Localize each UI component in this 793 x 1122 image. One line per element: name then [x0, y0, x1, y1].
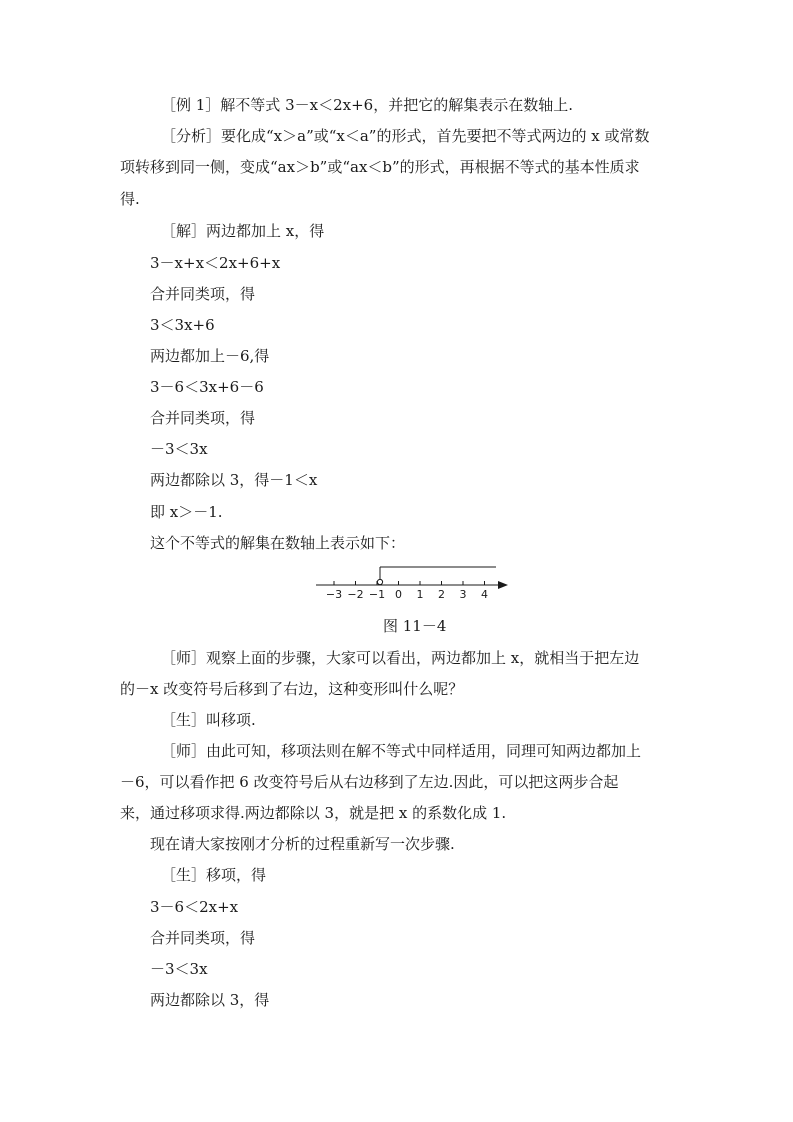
- analysis-line-1: ［分析］要化成“x＞a”或“x＜a”的形式，首先要把不等式两边的 x 或常数: [161, 127, 650, 145]
- step-equation: 3－6＜3x+6－6: [150, 378, 264, 396]
- solution-intro: ［解］两边都加上 x，得: [161, 222, 325, 240]
- teacher-line-2: 的－x 改变符号后移到了右边，这种变形叫什么呢？: [120, 680, 464, 698]
- step-equation: 3－x+x＜2x+6+x: [150, 254, 281, 272]
- analysis-line-2: 项转移到同一侧，变成“ax＞b”或“ax＜b”的形式，再根据不等式的基本性质求: [120, 158, 640, 176]
- axis-tick-label: 4: [481, 588, 488, 601]
- axis-tick-label: 1: [416, 588, 424, 601]
- step-text: 两边都除以 3，得: [150, 991, 270, 1009]
- teacher-line-1: ［师］观察上面的步骤，大家可以看出，两边都加上 x，就相当于把左边: [161, 649, 640, 667]
- number-line-svg: [312, 563, 512, 603]
- number-line-intro: 这个不等式的解集在数轴上表示如下：: [150, 534, 406, 552]
- axis-tick-label: 2: [438, 588, 445, 601]
- example-statement: ［例 1］解不等式 3－x＜2x+6，并把它的解集表示在数轴上.: [161, 96, 573, 114]
- student-line: ［生］叫移项.: [161, 711, 256, 729]
- step-equation: －3＜3x: [150, 440, 208, 458]
- step-text: 合并同类项，得: [150, 409, 256, 427]
- open-point-marker: [377, 579, 382, 584]
- solution-result: 即 x＞－1.: [150, 503, 223, 521]
- step-text: 两边都加上－6,得: [150, 347, 270, 365]
- analysis-line-3: 得.: [120, 190, 140, 208]
- step-text: 合并同类项，得: [150, 929, 256, 947]
- step-text: 两边都除以 3，得－1＜x: [150, 471, 318, 489]
- figure-caption: 图 11－4: [383, 617, 447, 635]
- axis-tick-label: −2: [347, 588, 364, 601]
- number-line-figure: [312, 563, 512, 603]
- step-text: 合并同类项，得: [150, 285, 256, 303]
- teacher-line-3: ［师］由此可知，移项法则在解不等式中同样适用，同理可知两边都加上: [161, 742, 642, 760]
- step-equation: 3＜3x+6: [150, 316, 215, 334]
- axis-tick-label: 0: [395, 588, 402, 601]
- teacher-line-4: －6，可以看作把 6 改变符号后从右边移到了左边.因此，可以把这两步合起: [120, 773, 619, 791]
- axis-tick-label: 3: [459, 588, 467, 601]
- step-equation: 3－6＜2x+x: [150, 898, 239, 916]
- instruction-line: 现在请大家按刚才分析的过程重新写一次步骤.: [150, 835, 455, 853]
- axis-arrow-icon: [498, 581, 508, 589]
- axis-tick-label: −1: [368, 588, 386, 601]
- step-equation: －3＜3x: [150, 960, 208, 978]
- student-step-intro: ［生］移项，得: [161, 866, 267, 884]
- axis-tick-label: −3: [325, 588, 343, 601]
- teacher-line-5: 来，通过移项求得.两边都除以 3，就是把 x 的系数化成 1.: [120, 804, 507, 822]
